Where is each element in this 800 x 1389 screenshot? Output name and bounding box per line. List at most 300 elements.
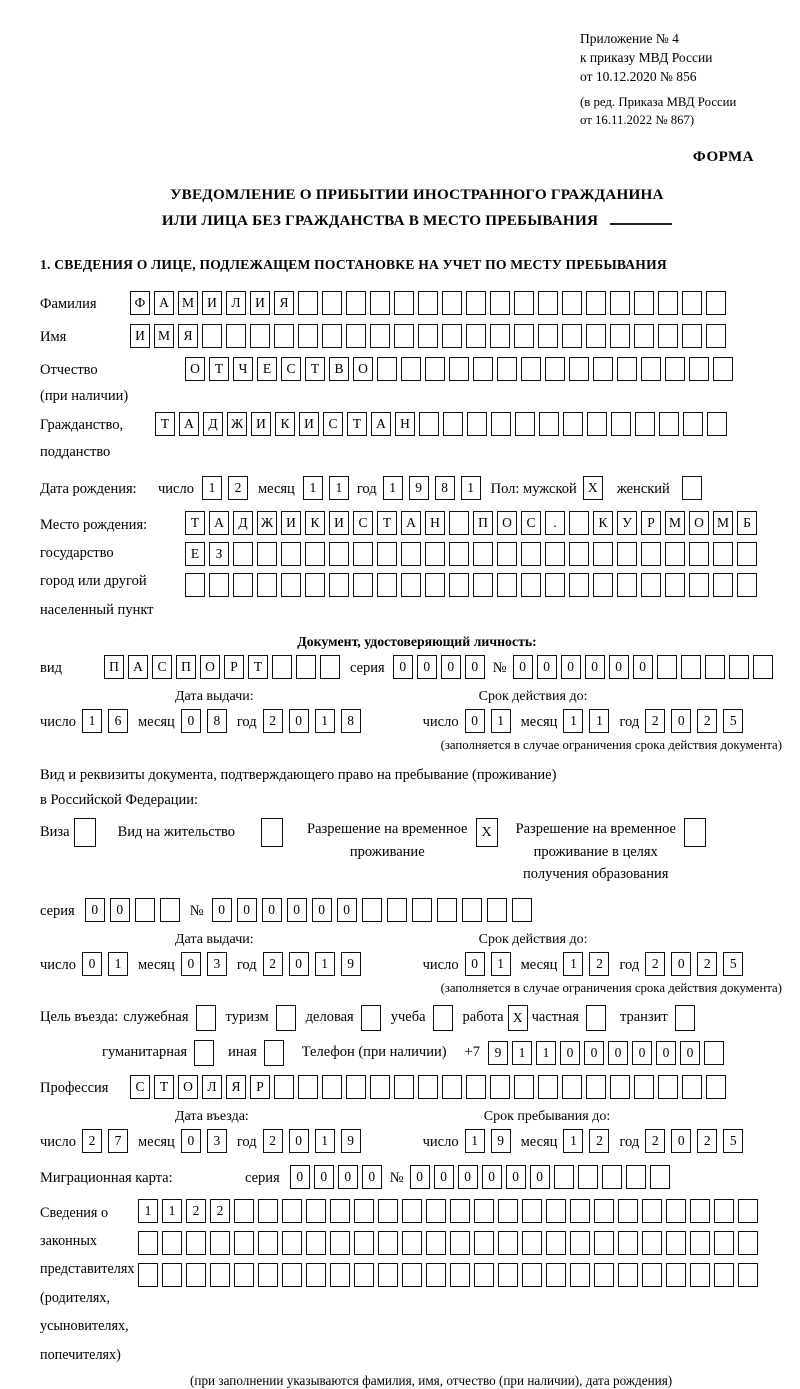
char-box[interactable] — [617, 357, 637, 381]
char-box[interactable] — [666, 1231, 686, 1255]
char-box[interactable] — [474, 1263, 494, 1287]
char-box[interactable] — [402, 1263, 422, 1287]
char-box[interactable] — [387, 898, 407, 922]
char-box[interactable]: И — [299, 412, 319, 436]
char-box[interactable] — [713, 542, 733, 566]
char-box[interactable]: И — [281, 511, 301, 535]
char-box[interactable]: 0 — [465, 952, 485, 976]
char-box[interactable]: 0 — [561, 655, 581, 679]
char-box[interactable] — [562, 324, 582, 348]
char-box[interactable]: Т — [209, 357, 229, 381]
char-box[interactable] — [689, 542, 709, 566]
char-box[interactable] — [474, 1231, 494, 1255]
char-box[interactable]: И — [130, 324, 150, 348]
char-box[interactable] — [282, 1263, 302, 1287]
char-box[interactable] — [546, 1199, 566, 1223]
char-box[interactable]: 0 — [560, 1041, 580, 1065]
char-box[interactable] — [706, 291, 726, 315]
char-box[interactable]: Т — [154, 1075, 174, 1099]
char-box[interactable]: 1 — [465, 1129, 485, 1153]
char-box[interactable] — [642, 1199, 662, 1223]
char-box[interactable]: Т — [248, 655, 268, 679]
char-box[interactable] — [545, 542, 565, 566]
char-box[interactable] — [473, 542, 493, 566]
char-box[interactable]: У — [617, 511, 637, 535]
char-box[interactable]: 0 — [262, 898, 282, 922]
char-box[interactable] — [538, 1075, 558, 1099]
char-box[interactable]: Ч — [233, 357, 253, 381]
char-box[interactable]: 1 — [383, 476, 403, 500]
char-box[interactable]: 1 — [82, 709, 102, 733]
char-box[interactable] — [682, 324, 702, 348]
char-box[interactable]: 2 — [645, 952, 665, 976]
char-box[interactable] — [490, 291, 510, 315]
char-box[interactable] — [257, 542, 277, 566]
char-box[interactable]: 1 — [162, 1199, 182, 1223]
char-box[interactable] — [138, 1231, 158, 1255]
char-box[interactable]: О — [200, 655, 220, 679]
char-box[interactable] — [162, 1263, 182, 1287]
char-box[interactable] — [377, 573, 397, 597]
char-box[interactable] — [546, 1263, 566, 1287]
char-box[interactable]: 1 — [536, 1041, 556, 1065]
char-box[interactable] — [729, 655, 749, 679]
char-box[interactable] — [539, 412, 559, 436]
char-box[interactable]: 0 — [314, 1165, 334, 1189]
char-box[interactable]: 0 — [417, 655, 437, 679]
char-box[interactable]: 0 — [584, 1041, 604, 1065]
char-box[interactable]: С — [130, 1075, 150, 1099]
char-box[interactable] — [593, 357, 613, 381]
char-box[interactable] — [602, 1165, 622, 1189]
char-box[interactable] — [449, 511, 469, 535]
char-box[interactable] — [418, 291, 438, 315]
char-box[interactable] — [354, 1199, 374, 1223]
char-box[interactable] — [641, 542, 661, 566]
char-box[interactable]: Н — [395, 412, 415, 436]
char-box[interactable] — [738, 1263, 758, 1287]
char-box[interactable] — [635, 412, 655, 436]
char-box[interactable]: 0 — [289, 952, 309, 976]
char-box[interactable] — [554, 1165, 574, 1189]
char-box[interactable] — [412, 898, 432, 922]
char-box[interactable]: 8 — [341, 709, 361, 733]
char-box[interactable] — [210, 1231, 230, 1255]
char-box[interactable] — [394, 1075, 414, 1099]
char-box[interactable] — [586, 1075, 606, 1099]
char-box[interactable] — [394, 291, 414, 315]
char-box[interactable] — [418, 1075, 438, 1099]
char-box[interactable] — [281, 573, 301, 597]
char-box[interactable] — [586, 291, 606, 315]
char-box[interactable] — [705, 655, 725, 679]
char-box[interactable]: 0 — [609, 655, 629, 679]
char-box[interactable] — [713, 357, 733, 381]
char-box[interactable] — [610, 291, 630, 315]
char-box[interactable] — [442, 324, 462, 348]
char-box[interactable]: 0 — [530, 1165, 550, 1189]
char-box[interactable] — [401, 357, 421, 381]
char-box[interactable] — [282, 1231, 302, 1255]
char-box[interactable]: 2 — [82, 1129, 102, 1153]
char-box[interactable]: 1 — [461, 476, 481, 500]
char-box[interactable] — [683, 412, 703, 436]
char-box[interactable] — [514, 291, 534, 315]
char-box[interactable]: 5 — [723, 952, 743, 976]
char-box[interactable] — [570, 1231, 590, 1255]
char-box[interactable] — [562, 291, 582, 315]
char-box[interactable]: 0 — [537, 655, 557, 679]
char-box[interactable]: С — [281, 357, 301, 381]
char-box[interactable] — [497, 357, 517, 381]
char-box[interactable] — [562, 1075, 582, 1099]
char-box[interactable]: 0 — [289, 709, 309, 733]
char-box[interactable] — [714, 1263, 734, 1287]
char-box[interactable] — [618, 1231, 638, 1255]
sex-female-checkbox[interactable] — [682, 476, 702, 500]
char-box[interactable]: 0 — [441, 655, 461, 679]
char-box[interactable] — [659, 412, 679, 436]
char-box[interactable]: И — [251, 412, 271, 436]
char-box[interactable] — [642, 1231, 662, 1255]
char-box[interactable]: 0 — [312, 898, 332, 922]
char-box[interactable]: 0 — [506, 1165, 526, 1189]
char-box[interactable]: 2 — [697, 952, 717, 976]
char-box[interactable] — [450, 1199, 470, 1223]
char-box[interactable] — [569, 511, 589, 535]
char-box[interactable]: 2 — [589, 952, 609, 976]
char-box[interactable]: 2 — [645, 709, 665, 733]
purpose-private-checkbox[interactable] — [586, 1005, 606, 1031]
char-box[interactable] — [473, 357, 493, 381]
char-box[interactable]: 0 — [337, 898, 357, 922]
char-box[interactable]: 0 — [458, 1165, 478, 1189]
char-box[interactable] — [330, 1263, 350, 1287]
char-box[interactable] — [594, 1231, 614, 1255]
char-box[interactable]: Е — [185, 542, 205, 566]
char-box[interactable]: 0 — [82, 952, 102, 976]
char-box[interactable]: 5 — [723, 709, 743, 733]
char-box[interactable]: И — [329, 511, 349, 535]
char-box[interactable]: 0 — [338, 1165, 358, 1189]
char-box[interactable]: Б — [737, 511, 757, 535]
char-box[interactable]: 2 — [263, 1129, 283, 1153]
char-box[interactable] — [234, 1199, 254, 1223]
char-box[interactable]: М — [154, 324, 174, 348]
char-box[interactable] — [545, 573, 565, 597]
char-box[interactable]: 1 — [138, 1199, 158, 1223]
char-box[interactable] — [258, 1231, 278, 1255]
char-box[interactable] — [296, 655, 316, 679]
char-box[interactable] — [626, 1165, 646, 1189]
char-box[interactable] — [370, 324, 390, 348]
char-box[interactable] — [443, 412, 463, 436]
char-box[interactable]: О — [497, 511, 517, 535]
purpose-humanitarian-checkbox[interactable] — [194, 1040, 214, 1066]
char-box[interactable]: 0 — [671, 952, 691, 976]
char-box[interactable]: 9 — [341, 952, 361, 976]
char-box[interactable] — [707, 412, 727, 436]
char-box[interactable] — [498, 1199, 518, 1223]
char-box[interactable]: 0 — [513, 655, 533, 679]
char-box[interactable]: 0 — [633, 655, 653, 679]
residence-permit-checkbox[interactable] — [261, 818, 283, 847]
char-box[interactable]: Т — [185, 511, 205, 535]
char-box[interactable]: С — [323, 412, 343, 436]
char-box[interactable] — [466, 1075, 486, 1099]
purpose-tourism-checkbox[interactable] — [276, 1005, 296, 1031]
char-box[interactable] — [426, 1199, 446, 1223]
char-box[interactable] — [402, 1231, 422, 1255]
char-box[interactable]: С — [353, 511, 373, 535]
char-box[interactable] — [306, 1263, 326, 1287]
char-box[interactable]: К — [275, 412, 295, 436]
char-box[interactable] — [665, 573, 685, 597]
char-box[interactable] — [522, 1231, 542, 1255]
char-box[interactable] — [690, 1231, 710, 1255]
char-box[interactable] — [521, 542, 541, 566]
char-box[interactable]: 0 — [680, 1041, 700, 1065]
char-box[interactable]: 0 — [482, 1165, 502, 1189]
char-box[interactable] — [514, 324, 534, 348]
char-box[interactable]: 1 — [563, 952, 583, 976]
char-box[interactable] — [570, 1199, 590, 1223]
char-box[interactable] — [322, 1075, 342, 1099]
char-box[interactable] — [587, 412, 607, 436]
char-box[interactable] — [258, 1199, 278, 1223]
char-box[interactable]: К — [305, 511, 325, 535]
char-box[interactable]: . — [545, 511, 565, 535]
char-box[interactable] — [497, 573, 517, 597]
char-box[interactable] — [281, 542, 301, 566]
char-box[interactable] — [320, 655, 340, 679]
char-box[interactable]: 1 — [315, 952, 335, 976]
char-box[interactable]: Е — [257, 357, 277, 381]
char-box[interactable] — [514, 1075, 534, 1099]
char-box[interactable]: 0 — [465, 655, 485, 679]
char-box[interactable] — [569, 357, 589, 381]
char-box[interactable]: 1 — [512, 1041, 532, 1065]
char-box[interactable] — [658, 1075, 678, 1099]
char-box[interactable] — [226, 324, 246, 348]
char-box[interactable]: Ж — [257, 511, 277, 535]
char-box[interactable]: 9 — [409, 476, 429, 500]
char-box[interactable] — [298, 324, 318, 348]
char-box[interactable] — [641, 357, 661, 381]
char-box[interactable]: 3 — [207, 1129, 227, 1153]
char-box[interactable] — [354, 1231, 374, 1255]
char-box[interactable] — [233, 573, 253, 597]
char-box[interactable] — [425, 357, 445, 381]
char-box[interactable]: 0 — [289, 1129, 309, 1153]
char-box[interactable]: О — [185, 357, 205, 381]
char-box[interactable] — [522, 1199, 542, 1223]
char-box[interactable] — [618, 1199, 638, 1223]
char-box[interactable] — [202, 324, 222, 348]
char-box[interactable] — [522, 1263, 542, 1287]
char-box[interactable] — [658, 291, 678, 315]
char-box[interactable] — [282, 1199, 302, 1223]
char-box[interactable]: Р — [250, 1075, 270, 1099]
char-box[interactable] — [418, 324, 438, 348]
edu-permit-checkbox[interactable] — [684, 818, 706, 847]
char-box[interactable]: М — [665, 511, 685, 535]
char-box[interactable] — [570, 1263, 590, 1287]
char-box[interactable] — [401, 542, 421, 566]
char-box[interactable] — [738, 1231, 758, 1255]
char-box[interactable]: 9 — [341, 1129, 361, 1153]
char-box[interactable] — [753, 655, 773, 679]
char-box[interactable] — [305, 573, 325, 597]
char-box[interactable]: 6 — [108, 709, 128, 733]
char-box[interactable]: 1 — [303, 476, 323, 500]
char-box[interactable]: Р — [641, 511, 661, 535]
purpose-business-checkbox[interactable] — [361, 1005, 381, 1031]
char-box[interactable] — [425, 573, 445, 597]
char-box[interactable]: Я — [178, 324, 198, 348]
char-box[interactable] — [569, 542, 589, 566]
char-box[interactable]: Л — [202, 1075, 222, 1099]
char-box[interactable]: О — [353, 357, 373, 381]
char-box[interactable]: 1 — [491, 709, 511, 733]
char-box[interactable] — [593, 542, 613, 566]
char-box[interactable] — [466, 324, 486, 348]
char-box[interactable]: 7 — [108, 1129, 128, 1153]
char-box[interactable]: К — [593, 511, 613, 535]
char-box[interactable] — [569, 573, 589, 597]
char-box[interactable]: 3 — [207, 952, 227, 976]
char-box[interactable]: А — [154, 291, 174, 315]
purpose-official-checkbox[interactable] — [196, 1005, 216, 1031]
char-box[interactable] — [498, 1263, 518, 1287]
char-box[interactable] — [442, 291, 462, 315]
char-box[interactable] — [689, 573, 709, 597]
char-box[interactable] — [690, 1263, 710, 1287]
char-box[interactable] — [498, 1231, 518, 1255]
char-box[interactable]: 0 — [656, 1041, 676, 1065]
char-box[interactable] — [162, 1231, 182, 1255]
char-box[interactable] — [354, 1263, 374, 1287]
char-box[interactable]: И — [202, 291, 222, 315]
char-box[interactable]: 0 — [393, 655, 413, 679]
char-box[interactable] — [450, 1263, 470, 1287]
char-box[interactable] — [330, 1231, 350, 1255]
char-box[interactable] — [657, 655, 677, 679]
char-box[interactable] — [690, 1199, 710, 1223]
char-box[interactable]: 0 — [671, 709, 691, 733]
char-box[interactable] — [330, 1199, 350, 1223]
char-box[interactable]: 1 — [315, 1129, 335, 1153]
char-box[interactable] — [234, 1231, 254, 1255]
char-box[interactable] — [521, 357, 541, 381]
char-box[interactable] — [362, 898, 382, 922]
char-box[interactable] — [490, 324, 510, 348]
char-box[interactable]: 5 — [723, 1129, 743, 1153]
char-box[interactable]: 0 — [181, 952, 201, 976]
char-box[interactable]: 8 — [207, 709, 227, 733]
char-box[interactable] — [593, 573, 613, 597]
char-box[interactable] — [474, 1199, 494, 1223]
char-box[interactable] — [714, 1199, 734, 1223]
char-box[interactable] — [353, 542, 373, 566]
char-box[interactable]: М — [178, 291, 198, 315]
char-box[interactable] — [250, 324, 270, 348]
char-box[interactable]: 0 — [85, 898, 105, 922]
char-box[interactable] — [322, 324, 342, 348]
char-box[interactable]: П — [473, 511, 493, 535]
char-box[interactable]: 0 — [181, 709, 201, 733]
char-box[interactable] — [634, 324, 654, 348]
char-box[interactable] — [274, 324, 294, 348]
char-box[interactable] — [377, 542, 397, 566]
char-box[interactable] — [377, 357, 397, 381]
char-box[interactable] — [546, 1231, 566, 1255]
char-box[interactable]: 0 — [212, 898, 232, 922]
char-box[interactable]: Я — [226, 1075, 246, 1099]
char-box[interactable]: В — [329, 357, 349, 381]
char-box[interactable]: 2 — [589, 1129, 609, 1153]
char-box[interactable]: 0 — [237, 898, 257, 922]
char-box[interactable] — [737, 542, 757, 566]
char-box[interactable]: 0 — [465, 709, 485, 733]
char-box[interactable]: 1 — [563, 1129, 583, 1153]
char-box[interactable]: П — [176, 655, 196, 679]
char-box[interactable] — [401, 573, 421, 597]
char-box[interactable]: 0 — [671, 1129, 691, 1153]
char-box[interactable]: 1 — [491, 952, 511, 976]
char-box[interactable] — [426, 1231, 446, 1255]
char-box[interactable] — [346, 1075, 366, 1099]
char-box[interactable]: 1 — [563, 709, 583, 733]
char-box[interactable]: А — [179, 412, 199, 436]
char-box[interactable] — [378, 1199, 398, 1223]
purpose-transit-checkbox[interactable] — [675, 1005, 695, 1031]
char-box[interactable] — [346, 324, 366, 348]
char-box[interactable] — [186, 1263, 206, 1287]
char-box[interactable]: 1 — [589, 709, 609, 733]
char-box[interactable] — [512, 898, 532, 922]
char-box[interactable] — [329, 542, 349, 566]
purpose-work-checkbox[interactable]: X — [508, 1005, 528, 1031]
char-box[interactable] — [329, 573, 349, 597]
char-box[interactable] — [538, 291, 558, 315]
char-box[interactable] — [586, 324, 606, 348]
char-box[interactable] — [666, 1199, 686, 1223]
char-box[interactable]: 8 — [435, 476, 455, 500]
char-box[interactable]: 2 — [645, 1129, 665, 1153]
char-box[interactable]: Т — [305, 357, 325, 381]
char-box[interactable] — [274, 1075, 294, 1099]
char-box[interactable] — [209, 573, 229, 597]
char-box[interactable] — [449, 573, 469, 597]
sex-male-checkbox[interactable]: X — [583, 476, 603, 500]
char-box[interactable] — [306, 1199, 326, 1223]
char-box[interactable] — [658, 324, 678, 348]
char-box[interactable]: 2 — [228, 476, 248, 500]
char-box[interactable] — [487, 898, 507, 922]
char-box[interactable] — [594, 1263, 614, 1287]
char-box[interactable]: 1 — [202, 476, 222, 500]
char-box[interactable] — [378, 1231, 398, 1255]
char-box[interactable]: О — [178, 1075, 198, 1099]
char-box[interactable] — [497, 542, 517, 566]
char-box[interactable] — [257, 573, 277, 597]
char-box[interactable] — [135, 898, 155, 922]
char-box[interactable] — [449, 357, 469, 381]
char-box[interactable] — [706, 324, 726, 348]
char-box[interactable] — [617, 542, 637, 566]
char-box[interactable]: Л — [226, 291, 246, 315]
